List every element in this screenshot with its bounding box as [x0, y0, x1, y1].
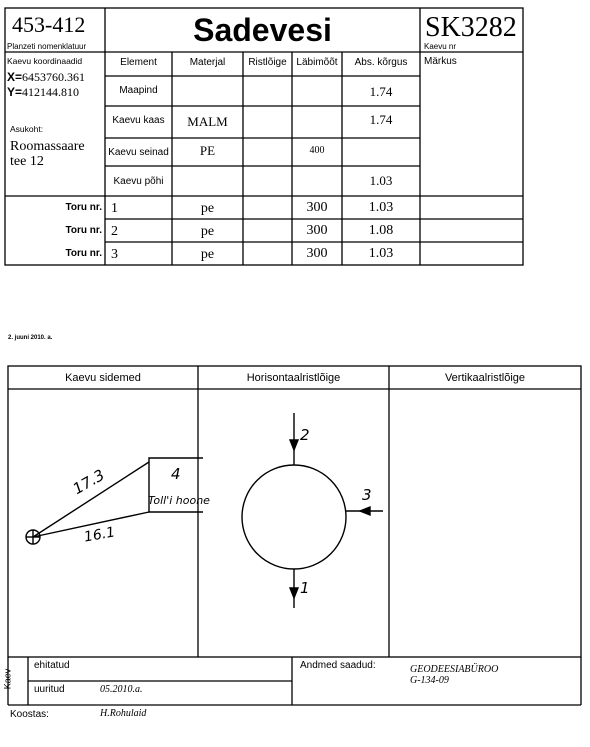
panel-title-horizontal: Horisontaalristlõige — [246, 372, 341, 384]
pipe-material: pe — [200, 201, 215, 216]
row-element: Kaevu kaas — [112, 115, 165, 126]
pipe-label: Toru nr. — [65, 225, 102, 236]
pipe-number: 3 — [111, 247, 118, 262]
row-element: Kaevu seinad — [108, 147, 169, 158]
row-element: Maapind — [119, 85, 158, 96]
built-label: ehitatud — [34, 660, 70, 671]
coordinate-y: Y=412144.810 — [7, 85, 80, 99]
col-header-element: Element — [120, 57, 157, 68]
location-line2: tee 12 — [10, 154, 44, 169]
pipe-label-top: 2 — [300, 426, 310, 444]
map-sheet-number: 453-412 — [12, 12, 86, 37]
data-source-line2: G-134-09 — [410, 675, 449, 686]
panel-title-vertical: Vertikaalristlõige — [444, 372, 526, 384]
surveyed-value: 05.2010.a. — [100, 684, 143, 695]
map-sheet-label: Planzeti nomenklatuur — [7, 42, 87, 51]
col-header-cross: Ristlõige — [248, 57, 287, 68]
reference-building-label: Toll'i hoone — [148, 494, 210, 507]
location-label: Asukoht: — [10, 124, 44, 134]
horizontal-section-sketch — [242, 413, 383, 608]
row-material: PE — [199, 143, 216, 158]
pipe-diameter: 300 — [306, 246, 328, 261]
col-header-material: Materjal — [189, 57, 226, 68]
coordinate-x: X=6453760.361 — [7, 70, 86, 84]
pipe-label: Toru nr. — [65, 202, 102, 213]
pipe-label-right: 3 — [362, 486, 372, 504]
page-title: Sadevesi — [193, 12, 332, 48]
pipe-height: 1.03 — [368, 246, 394, 261]
document-date: 2. juuni 2010. a. — [8, 335, 53, 341]
row-material: MALM — [187, 114, 228, 129]
pipe-height: 1.08 — [368, 223, 394, 238]
pipe-label-bottom: 1 — [300, 579, 310, 597]
col-header-height: Abs. kõrgus — [354, 57, 408, 68]
well-number-label: Kaevu nr — [424, 42, 457, 51]
distance-label: 17.3 — [69, 465, 108, 499]
pipe-height: 1.03 — [368, 200, 394, 215]
row-height: 1.03 — [369, 173, 393, 188]
well-side-label: Kaev — [2, 668, 13, 690]
pipe-label: Toru nr. — [65, 248, 102, 259]
row-element: Kaevu põhi — [113, 176, 164, 187]
compiled-by: H.Rohulaid — [100, 708, 147, 719]
pipe-diameter: 300 — [306, 223, 328, 238]
distance-label: 16.1 — [82, 524, 117, 546]
pipe-diameter: 300 — [306, 200, 328, 215]
compiled-label: Koostas: — [10, 709, 49, 720]
col-header-diameter: Läbimõõt — [296, 57, 338, 68]
pipe-number: 2 — [111, 224, 118, 239]
row-height: 1.74 — [369, 84, 393, 99]
pipe-material: pe — [200, 247, 215, 262]
dimension-label: 4 — [171, 465, 181, 483]
row-height: 1.74 — [369, 112, 393, 127]
row-diameter: 400 — [309, 145, 325, 156]
coordinates-label: Kaevu koordinaadid — [7, 56, 83, 66]
well-number: SK3282 — [425, 12, 517, 43]
pipe-material: pe — [200, 224, 215, 239]
col-header-remarks: Märkus — [424, 56, 457, 67]
pipe-number: 1 — [111, 201, 118, 216]
data-source-line1: GEODEESIABÜROO — [410, 664, 499, 675]
surveyed-label: uuritud — [34, 684, 65, 695]
location-line1: Roomassaare — [10, 139, 85, 154]
panel-title-connections: Kaevu sidemed — [65, 372, 141, 384]
data-source-label: Andmed saadud: — [300, 660, 376, 671]
